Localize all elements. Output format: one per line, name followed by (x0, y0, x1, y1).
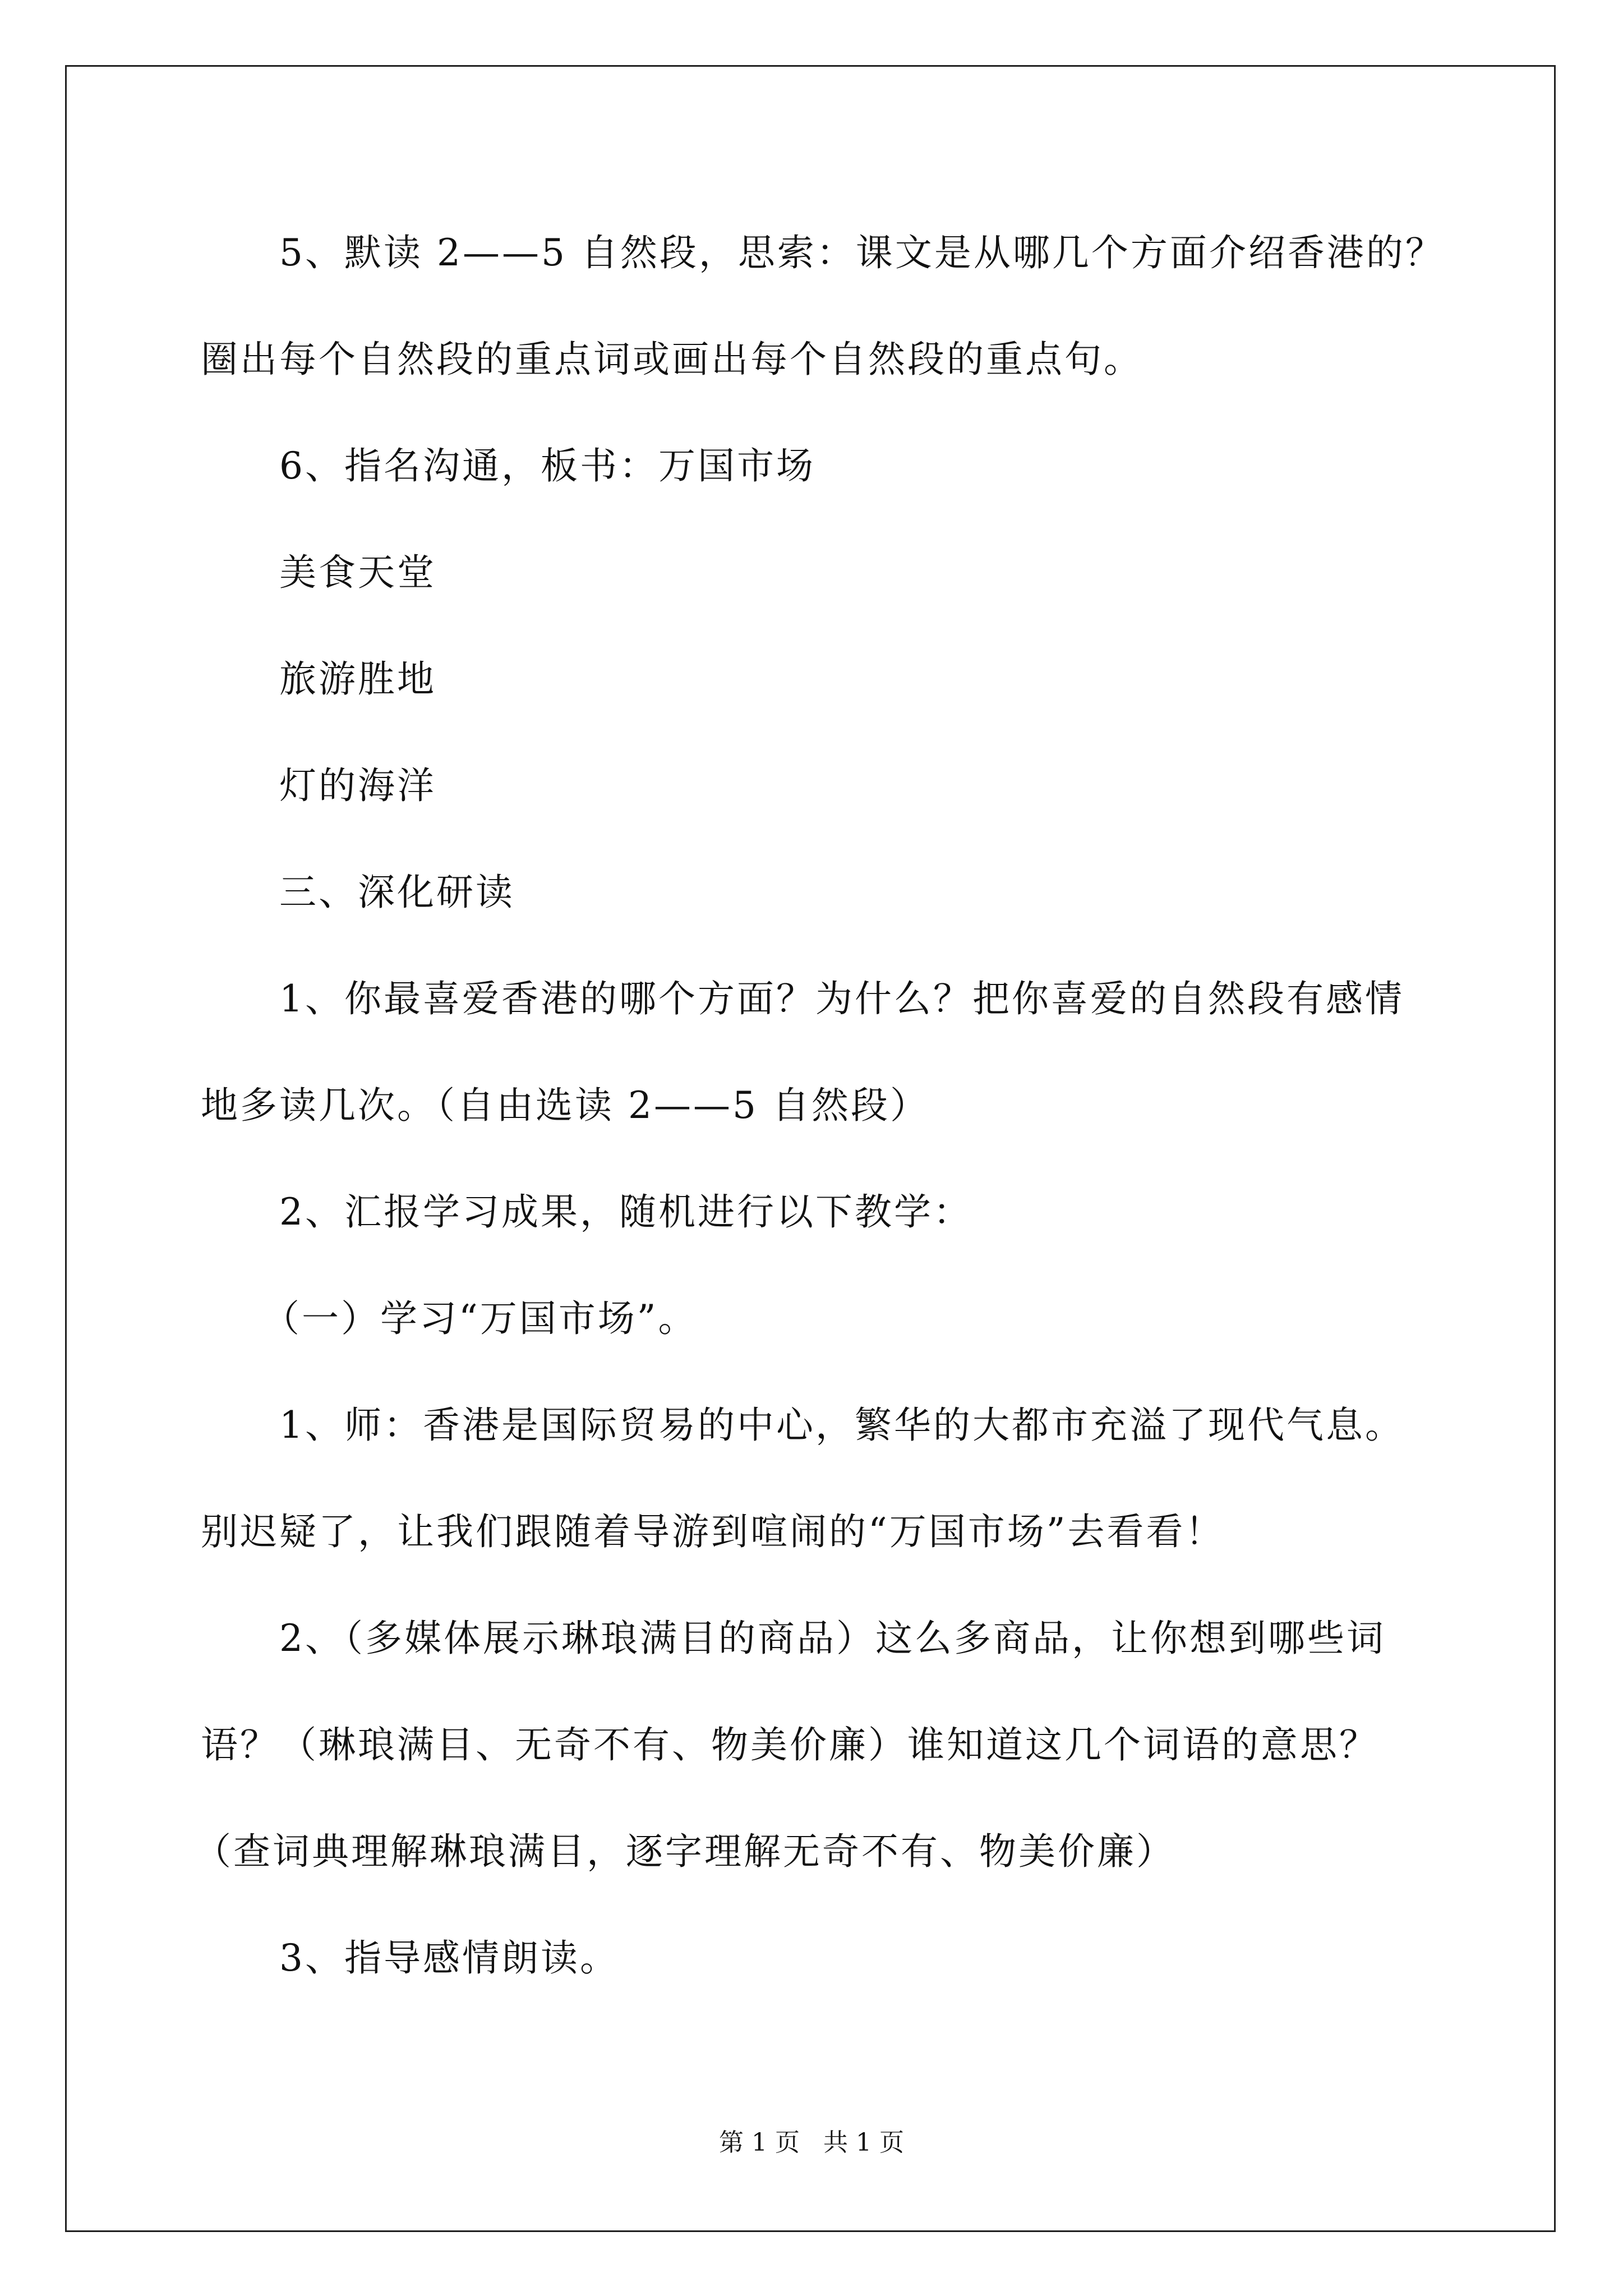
board-item: 美食天堂 (279, 551, 436, 594)
paragraph-line: 1、师：香港是国际贸易的中心，繁华的大都市充溢了现代气息。 (279, 1404, 1404, 1447)
paragraph-line: （查词典理解琳琅满目，逐字理解无奇不有、物美价廉） (194, 1830, 1175, 1873)
paragraph-line: 圈出每个自然段的重点词或画出每个自然段的重点句。 (201, 338, 1143, 381)
paragraph-line: 地多读几次。（自由选读 2——5 自然段） (201, 1084, 929, 1127)
paragraph-line: 1、你最喜爱香港的哪个方面？为什么？把你喜爱的自然段有感情 (279, 977, 1404, 1020)
page-frame (65, 65, 1556, 2232)
paragraph-line: 3、指导感情朗读。 (279, 1936, 619, 1980)
board-item: 旅游胜地 (279, 657, 436, 701)
page-footer: 第 1 页 共 1 页 (719, 2128, 904, 2157)
subsection-heading: （一）学习“万国市场”。 (262, 1297, 698, 1340)
paragraph-line: 别迟疑了，让我们跟随着导游到喧闹的“万国市场”去看看！ (201, 1510, 1225, 1553)
paragraph-line: 2、（多媒体展示琳琅满目的商品）这么多商品，让你想到哪些词 (279, 1617, 1386, 1660)
paragraph-line: 语？（琳琅满目、无奇不有、物美价廉）谁知道这几个词语的意思？ (201, 1723, 1378, 1766)
paragraph-line: 5、默读 2——5 自然段，思索：课文是从哪几个方面介绍香港的？ (279, 231, 1445, 274)
paragraph-line: 2、汇报学习成果，随机进行以下教学： (279, 1190, 972, 1234)
section-heading: 三、深化研读 (279, 871, 515, 914)
board-item: 灯的海洋 (279, 764, 436, 807)
paragraph-line: 6、指名沟通，板书：万国市场 (279, 444, 815, 487)
